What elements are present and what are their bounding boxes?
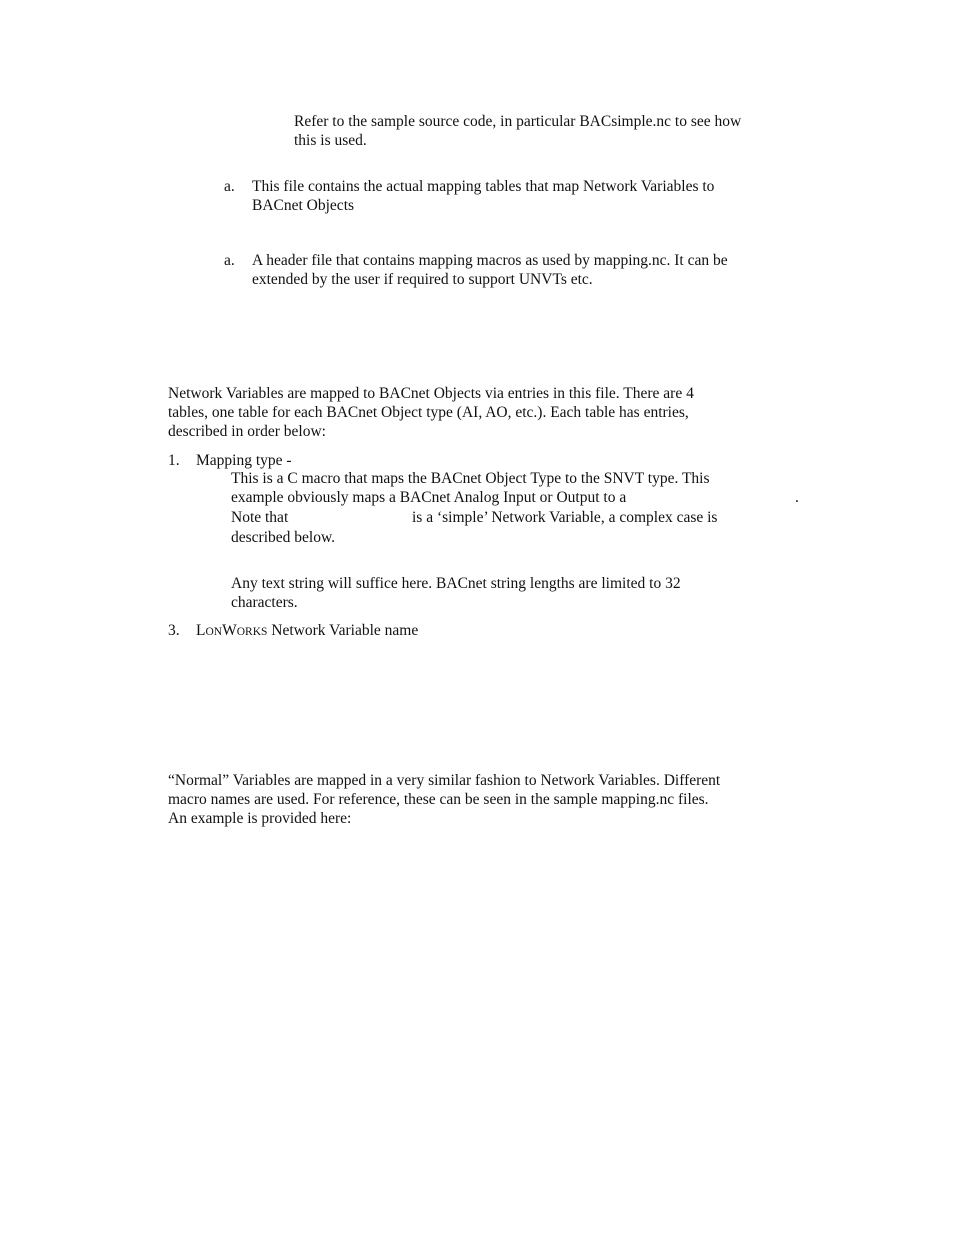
brand-letter: L [196, 622, 206, 639]
list-item-line: This file contains the actual mapping tables that map Network Variables to [252, 178, 715, 195]
list-marker: a. [224, 178, 235, 195]
list-item-line: BACnet Objects [252, 197, 355, 214]
brand-letter: W [222, 622, 237, 639]
entry-description-line: Note that [231, 509, 289, 526]
list-item-line: A header file that contains mapping macros as used by mapping.nc. It can be [252, 252, 728, 269]
intro-note-line: Refer to the sample source code, in particular BACsimple.nc to see how [294, 113, 742, 130]
list-marker: 1. [168, 452, 180, 469]
list-item-line: extended by the user if required to support UNVTs etc. [252, 271, 593, 288]
entry-description-line: is a ‘simple’ Network Variable, a complex case is [412, 509, 718, 526]
entry-description-line: This is a C macro that maps the BACnet Object Type to the SNVT type. This [231, 470, 710, 487]
intro-note-line: this is used. [294, 132, 367, 149]
paragraph-line: Network Variables are mapped to BACnet Objects via entries in this file. There are 4 [168, 385, 694, 402]
entry-description-line: characters. [231, 594, 298, 611]
list-marker: 3. [168, 622, 180, 639]
entry-description-line: Any text string will suffice here. BACnet string lengths are limited to 32 [231, 575, 681, 592]
brand-smallcaps: ON [205, 626, 223, 638]
entry-description-period: . [795, 489, 799, 506]
entry-label [196, 621, 418, 643]
entry-label-text: Network Variable name [271, 622, 419, 639]
paragraph-line: tables, one table for each BACnet Object type (AI, AO, etc.). Each table has entries, [168, 404, 689, 421]
paragraph-line: described in order below: [168, 423, 326, 440]
entry-description-line: example obviously maps a BACnet Analog Input or Output to a [231, 489, 627, 506]
paragraph-line: macro names are used. For reference, these can be seen in the sample mapping.nc files. [168, 791, 709, 808]
list-marker: a. [224, 252, 235, 269]
brand-smallcaps: ORKS [236, 626, 268, 638]
entry-label: Mapping type - [196, 452, 292, 469]
paragraph-line: An example is provided here: [168, 810, 352, 827]
paragraph-line: “Normal” Variables are mapped in a very similar fashion to Network Variables. Different [168, 772, 721, 789]
entry-description-line: described below. [231, 529, 336, 546]
